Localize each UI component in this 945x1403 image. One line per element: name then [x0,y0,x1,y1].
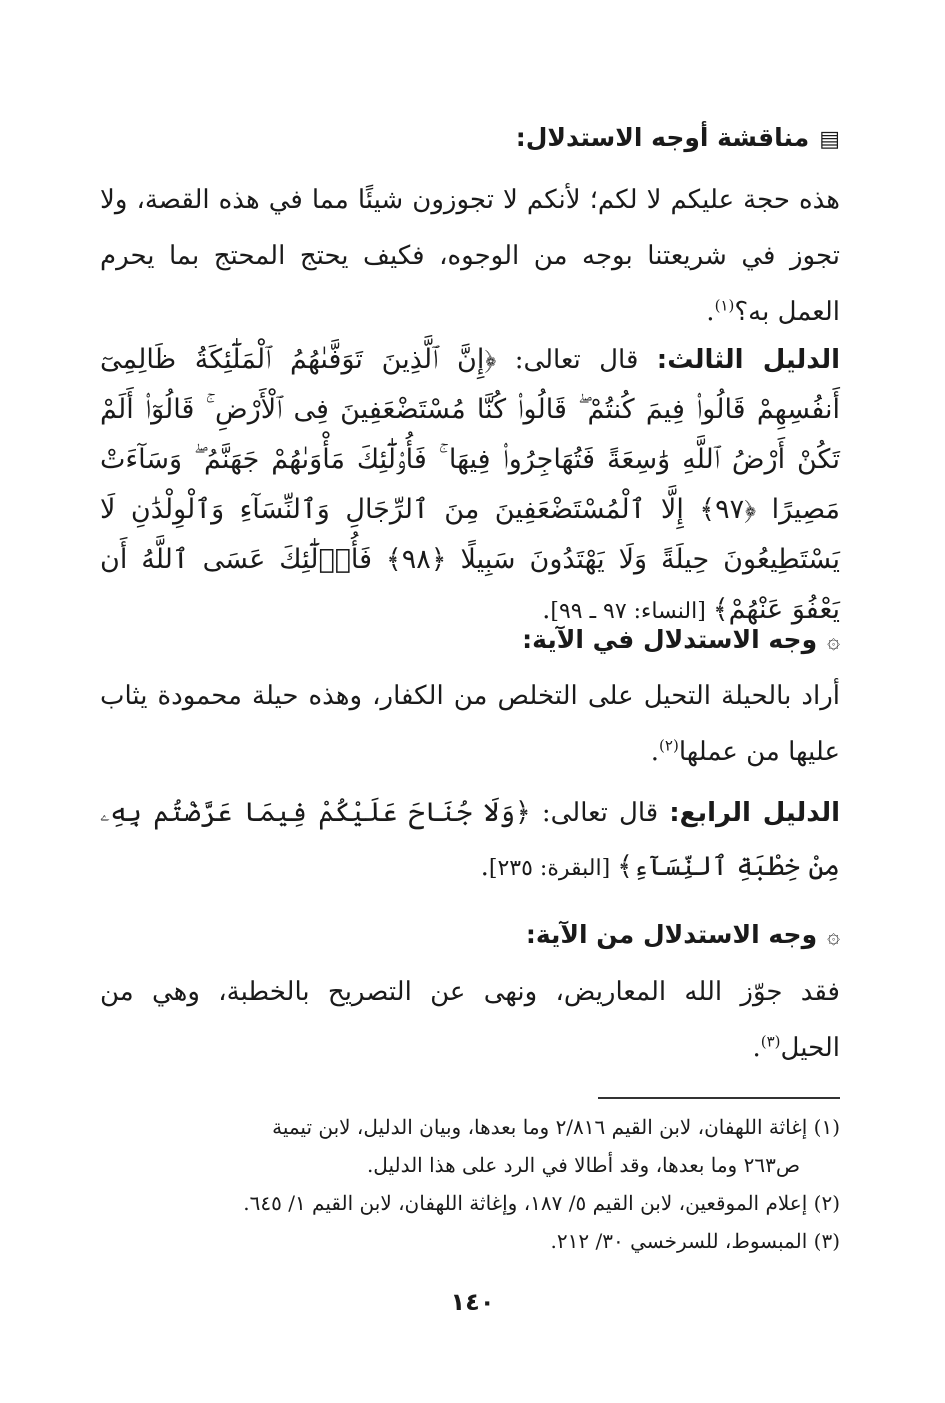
footnote-1: (١) إغاثة اللهفان، لابن القيم ٢/٨١٦ وما بعدها، وبيان الدليل، لابن تيمية [272,1115,840,1139]
heading-text: وجه الاستدلال من الآية: [525,920,818,949]
page-number: ١٤٠ [450,1288,495,1316]
paragraph-fourth-evidence [100,786,840,896]
paragraph-discussion [100,172,840,340]
verse-citation: [البقرة: ٢٣٥] [488,856,618,881]
paragraph-text: هذه حجة عليكم لا لكم؛ لأنكم لا تجوزون شيئًا مما في هذه القصة، ولا تجوز في شريعتنا بوجه من الوجوه، فكيف يحتج المحتج بما يحرم العمل به؟ [100,185,840,327]
section-heading-inference-1 [100,620,840,662]
sentence-end: . [480,852,489,882]
star-ornament-icon: ۞ [827,924,840,949]
section-heading-discussion [100,118,840,160]
paragraph-inference-1 [100,668,840,780]
sentence-end: . [752,1033,761,1063]
heading-text: مناقشة أوجه الاستدلال: [515,123,810,152]
evidence-intro: قال تعالى: [530,798,670,828]
footnotes [100,1108,840,1260]
sentence-end: . [542,595,551,625]
paragraph-inference-2 [100,964,840,1076]
evidence-label: الدليل الرابع: [669,798,840,828]
footnote-1-continued: ص٢٦٣ وما بعدها، وقد أطالا في الرد على هذا الدليل. [366,1153,800,1177]
star-ornament-icon: ۞ [827,629,840,654]
footnote-3: (٣) المبسوط، للسرخسي ٣٠/ ٢١٢. [550,1229,840,1253]
quran-verse: ﴿وَلَا جُنَاحَ عَلَيْكُمْ فِيمَا عَرَّضْتُم بِهِۦ مِنْ خِطْبَةِ ٱلنِّسَآءِ﴾ [100,797,840,882]
paragraph-text: فقد جوّز الله المعاريض، ونهى عن التصريح بالخطبة، وهي من الحيل [100,977,840,1063]
footnote-divider [598,1097,840,1099]
book-icon: ▤ [819,127,840,152]
footnote-ref: (٢) [659,736,679,755]
sentence-end: . [650,737,660,767]
sentence-end: . [706,297,715,327]
footnote-ref: (٣) [760,1032,781,1051]
heading-text: وجه الاستدلال في الآية: [522,625,818,654]
verse-citation: [النساء: ٩٧ ـ ٩٩] [550,599,713,624]
quran-verse: ﴿إِنَّ ٱلَّذِينَ تَوَفَّىٰهُمُ ٱلْمَلَٰٓئِكَةُ ظَالِمِىٓ أَنفُسِهِمْ قَالُوا۟ فِيمَ كُنتُمْ ۖ قَالُوا۟ كُنَّا مُسْتَضْعَفِينَ فِى ٱلْأَرْضِ ۚ قَالُوٓا۟ أَلَمْ تَكُنْ أَرْضُ ٱللَّهِ وَٰسِعَةً فَتُهَاجِرُوا۟ فِيهَا ۚ فَأُو۟لَٰٓئِكَ مَأْوَىٰهُمْ جَهَنَّمُ ۖ وَسَآءَتْ مَصِيرًا ﴿٩٧﴾ إِلَّا ٱلْمُسْتَضْعَفِينَ مِنَ ٱلرِّجَالِ وَٱلنِّسَآءِ وَٱلْوِلْدَٰنِ لَا يَسْتَطِيعُونَ حِيلَةً وَلَا يَهْتَدُونَ سَبِيلًا ﴿٩٨﴾ فَأُو۟لَٰٓئِكَ عَسَى ٱللَّهُ أَن يَعْفُوَ عَنْهُمْ﴾ [100,344,840,625]
evidence-intro: قال تعالى: [496,345,657,375]
footnote-ref: (١) [714,296,735,315]
paragraph-text: أراد بالحيلة التحيل على التخلص من الكفار، وهذه حيلة محمودة يثاب عليها من عملها [100,681,840,767]
footnote-2: (٢) إعلام الموقعين، لابن القيم ٥/ ١٨٧، وإغاثة اللهفان، لابن القيم ١/ ٦٤٥. [243,1191,840,1215]
paragraph-third-evidence [100,335,840,637]
evidence-label: الدليل الثالث: [656,345,840,375]
section-heading-inference-2 [100,915,840,957]
